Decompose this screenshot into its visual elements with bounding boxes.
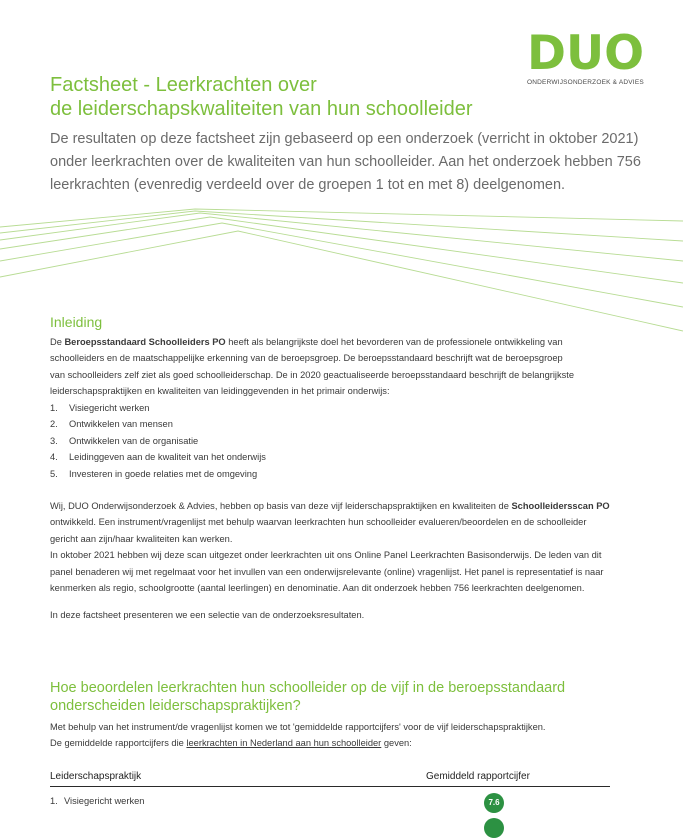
scan-paragraph: Wij, DUO Onderwijsonderzoek & Advies, hebben op basis van deze vijf leiderschapspraktijken en kwaliteiten de Schoolleidersscan PO ontwikkeld. Een instrument/vragenlijst met behulp waarvan leerkrachten hun schoolleider evalueren/beoordelen en de schoolleider gericht aan zijn/haar kwaliteiten kan werken. In oktober 2021 hebben wij deze scan uitgezet onder leerkrachten uit ons Online Panel Leerkrachten Basisonderwijs. De leden van dit panel benaderen wij met regelmaat voor het invullen van een onderwijsrelevante (online) vragenlijst. Het panel is representatief is naar kenmerken als regio, schoolgrootte (aantal leerlingen) en denominatie. Aan dit onderzoek hebben 756 leerkrachten deelgenomen.: [50, 501, 610, 594]
inleiding-heading: Inleiding: [50, 314, 103, 330]
beoordeling-heading: Hoe beoordelen leerkrachten hun schoolleider op de vijf in de beroepsstandaard onderscheiden leiderschapspraktijken?: [50, 680, 566, 714]
list-item: 5. Investeren in goede relaties met de omgeving: [50, 468, 258, 479]
table-header-rapportcijfer: Gemiddeld rapportcijfer: [426, 771, 530, 782]
beoordeling-paragraph: Met behulp van het instrument/de vragenlijst komen we tot 'gemiddelde rapportcijfers' voor de vijf leiderschapspraktijken. De gemiddelde rapportcijfers die leerkrachten in Nederland aan hun schoolleider geven:: [50, 722, 546, 749]
intro-paragraph: [50, 128, 650, 197]
list-item: 2. Ontwikkelen van mensen: [50, 419, 173, 430]
duo-logo: [527, 26, 645, 86]
page-title-line2: de leiderschapskwaliteiten van hun schoolleider: [50, 98, 473, 120]
list-item: 1. Visiegericht werken: [50, 403, 150, 413]
logo-subtitle: ONDERWIJSONDERZOEK & ADVIES: [527, 79, 644, 86]
list-item: 4. Leidinggeven aan de kwaliteit van het onderwijs: [50, 452, 266, 463]
table-header-divider: [50, 786, 610, 787]
score-badge-partial: [484, 818, 504, 838]
logo-wordmark: DUO: [527, 26, 645, 81]
beroepsstandaard-term: Beroepsstandaard Schoolleiders PO: [64, 337, 226, 347]
nederland-link: leerkrachten in Nederland aan hun schoolleider: [186, 738, 382, 749]
intro-line: onder leerkrachten over de kwaliteiten van hun schoolleider. Aan het onderzoek hebben 756: [50, 154, 641, 170]
leiderschapspraktijken-list: [50, 400, 266, 482]
schoolleidersscan-term: Schoolleidersscan PO: [511, 501, 610, 511]
decorative-lines: [0, 205, 683, 335]
intro-line: De resultaten op deze factsheet zijn gebaseerd op een onderzoek (verricht in oktober 2021): [50, 131, 639, 147]
inleiding-paragraph: De Beroepsstandaard Schoolleiders PO heeft als belangrijkste doel het bevorderen van de professionele ontwikkeling van schoolleiders en de maatschappelijke erkenning van de beroepsgroep. De beroepsstandaard beschrijft wat de beroepsgroep van schoolleiders zelf ziet als goed schoolleiderschap. De in 2020 geactualiseerde beroepsstandaard beschrijft de belangrijkste leiderschapspraktijken en kwaliteiten van leidinggevenden in het primair onderwijs:: [50, 337, 575, 397]
table-header-praktijk: Leiderschapspraktijk: [50, 771, 142, 782]
page-title: [50, 73, 472, 121]
list-item: 3. Ontwikkelen van de organisatie: [50, 435, 199, 446]
score-badge: 7.6: [484, 793, 504, 813]
page-title-line1: Factsheet - Leerkrachten over: [50, 74, 317, 96]
selection-note: In deze factsheet presenteren we een selectie van de onderzoeksresultaten.: [50, 610, 365, 620]
table-row: 1. Visiegericht werken: [50, 796, 145, 806]
intro-line: leerkrachten (evenredig verdeeld over de groepen 1 tot en met 8) deelgenomen.: [50, 177, 566, 193]
